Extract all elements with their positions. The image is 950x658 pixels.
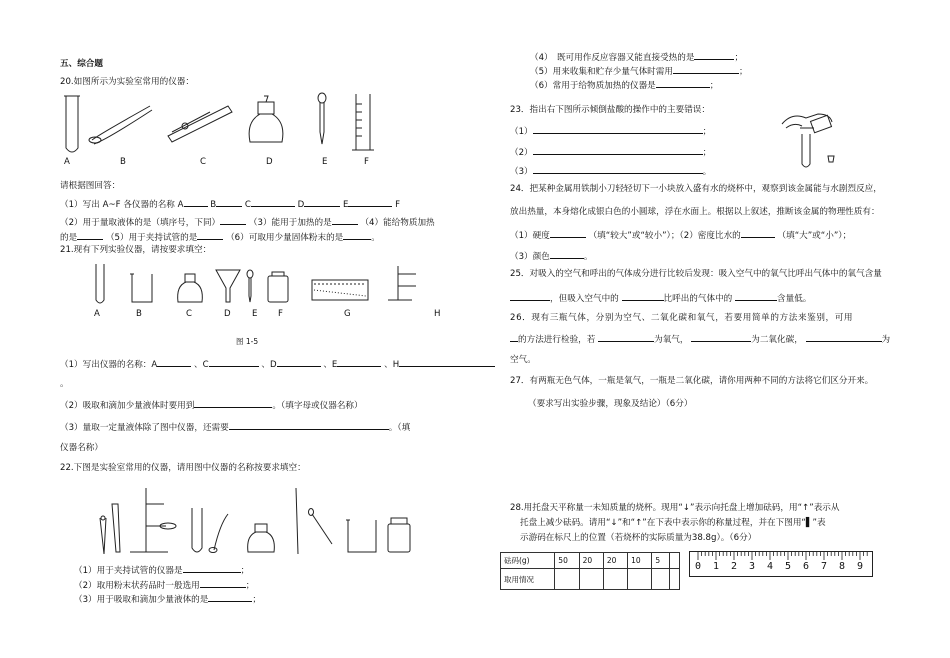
reagent-bottle-icon — [810, 115, 831, 132]
answer-blank[interactable] — [216, 197, 242, 207]
q20-parts2-4: （2）用于量取液体的是（填序号，下同） （3）能用于加热的是 （4）能给物质加热 — [60, 215, 435, 229]
q21-label-a: A — [94, 309, 100, 319]
ruler-number: 6 — [803, 561, 810, 572]
answer-cell[interactable] — [652, 569, 669, 590]
answer-blank[interactable] — [622, 291, 664, 301]
answer-cell[interactable] — [555, 569, 579, 590]
q23-item1: （1） ； — [510, 124, 711, 138]
answer-blank[interactable] — [251, 197, 295, 207]
answer-blank[interactable] — [220, 215, 246, 225]
weight-cell: 20 — [603, 553, 627, 569]
table-row-label: 取用情况 — [501, 569, 555, 590]
answer-blank[interactable] — [200, 578, 246, 588]
ruler-number: 4 — [767, 561, 774, 572]
answer-blank[interactable] — [510, 291, 550, 301]
q22-part3: （3）用于吸取和滴加少量液体的是 ； — [74, 592, 261, 606]
q20-instruments-figure — [60, 92, 380, 154]
answer-blank[interactable] — [673, 64, 739, 74]
ruler-number: 2 — [731, 561, 738, 572]
test-tube-holder-icon — [112, 504, 120, 552]
q22-stem: 22.下图是实验室常用的仪器，请用图中仪器的名称按要求填空： — [60, 463, 306, 473]
q22-part6: （6）常用于给物质加热的仪器是 ； — [530, 78, 718, 92]
table-header-weights: 砝码(g) — [501, 553, 555, 569]
answer-blank[interactable] — [533, 124, 703, 134]
q23-item2: （2） ； — [510, 145, 711, 159]
jar-icon — [388, 518, 410, 552]
q20-label-a: A — [64, 157, 70, 167]
q26-line1: 26．现有三瓶气体，分别为空气、二氧化碳和氧气，若要用简单的方法来鉴别，可用 — [510, 313, 854, 323]
test-tube-icon — [800, 128, 814, 167]
answer-blank[interactable] — [598, 332, 654, 342]
q24-line1: 24．把某种金属用铁制小刀轻轻切下一小块放入盛有水的烧杯中，观察到该金属能与水剧烈反应， — [510, 184, 882, 194]
answer-blank[interactable] — [208, 592, 252, 602]
ruler-number: 3 — [749, 561, 756, 572]
q21-part1: （1）写出仪器的名称：A 、C 、D 、E 、H — [60, 357, 495, 371]
weight-cell: 5 — [652, 553, 669, 569]
answer-blank[interactable] — [735, 291, 777, 301]
q24-line2: 放出热量，本身熔化成银白色的小圆球，浮在水面上。根据以上叙述，推断该金属的物理性质有： — [510, 207, 880, 217]
dropper-icon — [318, 93, 326, 144]
ruler-number: 8 — [839, 561, 846, 572]
test-tube-icon — [64, 96, 80, 152]
answer-blank[interactable] — [533, 164, 703, 174]
q21-part3: （3）量取一定量液体除了图中仪器，还需要 。（填 — [60, 420, 410, 434]
trough-icon — [312, 280, 368, 300]
answer-blank[interactable] — [157, 357, 191, 367]
q28-line1: 28.用托盘天平称量一未知质量的烧杯。现用“↓”表示向托盘上增加砝码，用“↑”表示从 — [510, 503, 840, 513]
glass-rod-icon — [296, 488, 298, 554]
answer-blank[interactable] — [691, 332, 751, 342]
q21-label-f: F — [278, 309, 283, 319]
q21-label-c: C — [186, 309, 193, 319]
test-tube-icon — [192, 508, 202, 552]
dropper-icon — [309, 509, 333, 545]
q24-line4: （3）颜色 。 — [510, 249, 592, 263]
table-row — [501, 553, 680, 569]
ruler-number: 7 — [821, 561, 828, 572]
answer-blank[interactable] — [348, 197, 392, 207]
q20-stem: 20.如图所示为实验室常用的仪器： — [60, 77, 194, 87]
q20-part1: （1）写出 A~F 各仪器的名称 A B C D E F — [60, 197, 400, 211]
q27-line1: 27．有两瓶无色气体，一瓶是氧气，一瓶是二氧化碳，请你用两种不同的方法将它们区分开来。 — [510, 376, 874, 386]
tongs-icon — [100, 516, 106, 554]
q28-line3: 示游码在标尺上的位置（若烧杯的实际质量为38.8g）。（6分） — [520, 533, 757, 543]
iron-stand-icon — [130, 488, 176, 552]
spatula-icon — [89, 106, 152, 144]
q21-label-d: D — [224, 309, 231, 319]
funnel-icon — [216, 270, 240, 302]
q21-label-h: H — [434, 309, 441, 319]
ruler-number: 9 — [857, 561, 864, 572]
weights-table — [500, 552, 680, 590]
answer-cell[interactable] — [669, 569, 679, 590]
pouring-acid-figure — [772, 110, 850, 170]
figure-caption: 图 1-5 — [236, 337, 259, 346]
weight-cell: 20 — [579, 553, 603, 569]
q20-label-c: C — [200, 157, 207, 167]
q22-part2: （2）取用粉末状药品时一般选用 ； — [74, 578, 254, 592]
answer-blank[interactable] — [533, 145, 703, 155]
ruler-number: 0 — [695, 561, 702, 572]
iron-stand-icon — [388, 266, 416, 300]
q26-line2: 的方法进行检验，若 为氧气， 为二氧化碳， 为 — [510, 332, 890, 346]
q20-label-f: F — [364, 157, 369, 167]
q22-instruments-figure — [96, 484, 396, 558]
answer-blank[interactable] — [277, 357, 321, 367]
weight-cell — [669, 553, 679, 569]
dropper-icon — [247, 270, 253, 302]
stopper-icon — [828, 156, 834, 162]
answer-blank[interactable] — [741, 228, 775, 238]
answer-blank[interactable] — [337, 357, 381, 367]
answer-blank[interactable] — [399, 357, 495, 367]
beaker-icon — [346, 520, 376, 552]
alcohol-lamp-icon — [249, 96, 283, 142]
beaker-icon — [130, 274, 152, 302]
q21-stem: 21.现有下列实验仪器，请按要求填空： — [60, 245, 212, 255]
q25-line1: 25．对吸入的空气和呼出的气体成分进行比较后发现：吸入空气中的氧气比呼出气体中的氧气含量 — [510, 269, 882, 279]
answer-blank[interactable] — [229, 420, 389, 430]
answer-blank[interactable] — [77, 230, 103, 240]
q27-line2: （要求写出实验步骤，现象及结论）（6分） — [528, 399, 693, 409]
q22-part1: （1）用于夹持试管的仪器是 ； — [74, 563, 249, 577]
weight-cell: 10 — [628, 553, 652, 569]
q23-item3: （3） 。 — [510, 164, 711, 178]
q25-line2: ，但吸入空气中的 比呼出的气体中的 含量低。 — [510, 291, 811, 305]
balance-ruler[interactable] — [689, 551, 873, 577]
q24-line3: （1）硬度 （填“较大”或“较小”）；（2）密度比水的 （填“大”或“小”）； — [510, 228, 851, 242]
answer-cell[interactable] — [579, 569, 603, 590]
answer-blank[interactable] — [806, 332, 882, 342]
answer-blank[interactable] — [694, 50, 734, 60]
section-title: 五、综合题 — [60, 59, 103, 69]
graduated-cylinder-icon — [352, 94, 374, 150]
spoon-icon — [209, 514, 228, 553]
q21-part1-end: 。 — [60, 379, 69, 389]
answer-blank[interactable] — [197, 230, 223, 240]
ruler-number: 5 — [785, 561, 792, 572]
q28-line2: 托盘上减少砝码。请用“↓”和“↑”在下表中表示你的称量过程，并在下图用“▌”表 — [520, 518, 826, 528]
answer-blank[interactable] — [550, 228, 586, 238]
q20-label-d: D — [266, 157, 273, 167]
q20-label-b: B — [120, 157, 126, 167]
answer-cell[interactable] — [628, 569, 652, 590]
q21-instruments-figure — [90, 262, 430, 306]
q26-line3: 空气。 — [510, 355, 536, 365]
q21-label-b: B — [136, 309, 142, 319]
alcohol-lamp-icon — [178, 274, 203, 302]
q21-part3-cont: 仪器名称） — [60, 443, 103, 453]
q22-part5: （5）用来收集和贮存少量气体时需用 ； — [530, 64, 748, 78]
alcohol-lamp-icon — [248, 524, 275, 552]
jar-icon — [268, 272, 288, 302]
q20-parts5-6: 的是 （5）用于夹持试管的是 （6）可取用少量固体粉末的是 。 — [60, 230, 380, 244]
answer-cell[interactable] — [603, 569, 627, 590]
test-tube-icon — [96, 264, 104, 303]
q20-label-e: E — [322, 157, 328, 167]
answer-blank[interactable] — [184, 197, 208, 207]
q20-intro: 请根据图回答： — [60, 181, 121, 191]
answer-blank[interactable] — [332, 215, 358, 225]
answer-blank[interactable] — [510, 332, 518, 342]
q21-label-e: E — [252, 309, 258, 319]
q21-label-g: G — [344, 309, 351, 319]
ruler-number: 1 — [713, 561, 720, 572]
weight-cell: 50 — [555, 553, 579, 569]
test-tube-holder-icon — [168, 106, 232, 142]
answer-blank[interactable] — [194, 398, 272, 408]
q21-part2: （2）吸取和滴加少量液体时要用到 。（填字母或仪器名称） — [60, 398, 363, 412]
answer-blank[interactable] — [550, 249, 584, 259]
answer-blank[interactable] — [343, 230, 371, 240]
q22-part4: （4） 既可用作反应容器又能直接受热的是 ； — [530, 50, 743, 64]
answer-blank[interactable] — [183, 563, 241, 573]
q23-stem: 23．指出右下图所示倾倒盐酸的操作中的主要错误： — [510, 105, 710, 115]
answer-blank[interactable] — [304, 197, 340, 207]
table-row — [501, 569, 680, 590]
answer-blank[interactable] — [209, 357, 259, 367]
answer-blank[interactable] — [656, 78, 710, 88]
